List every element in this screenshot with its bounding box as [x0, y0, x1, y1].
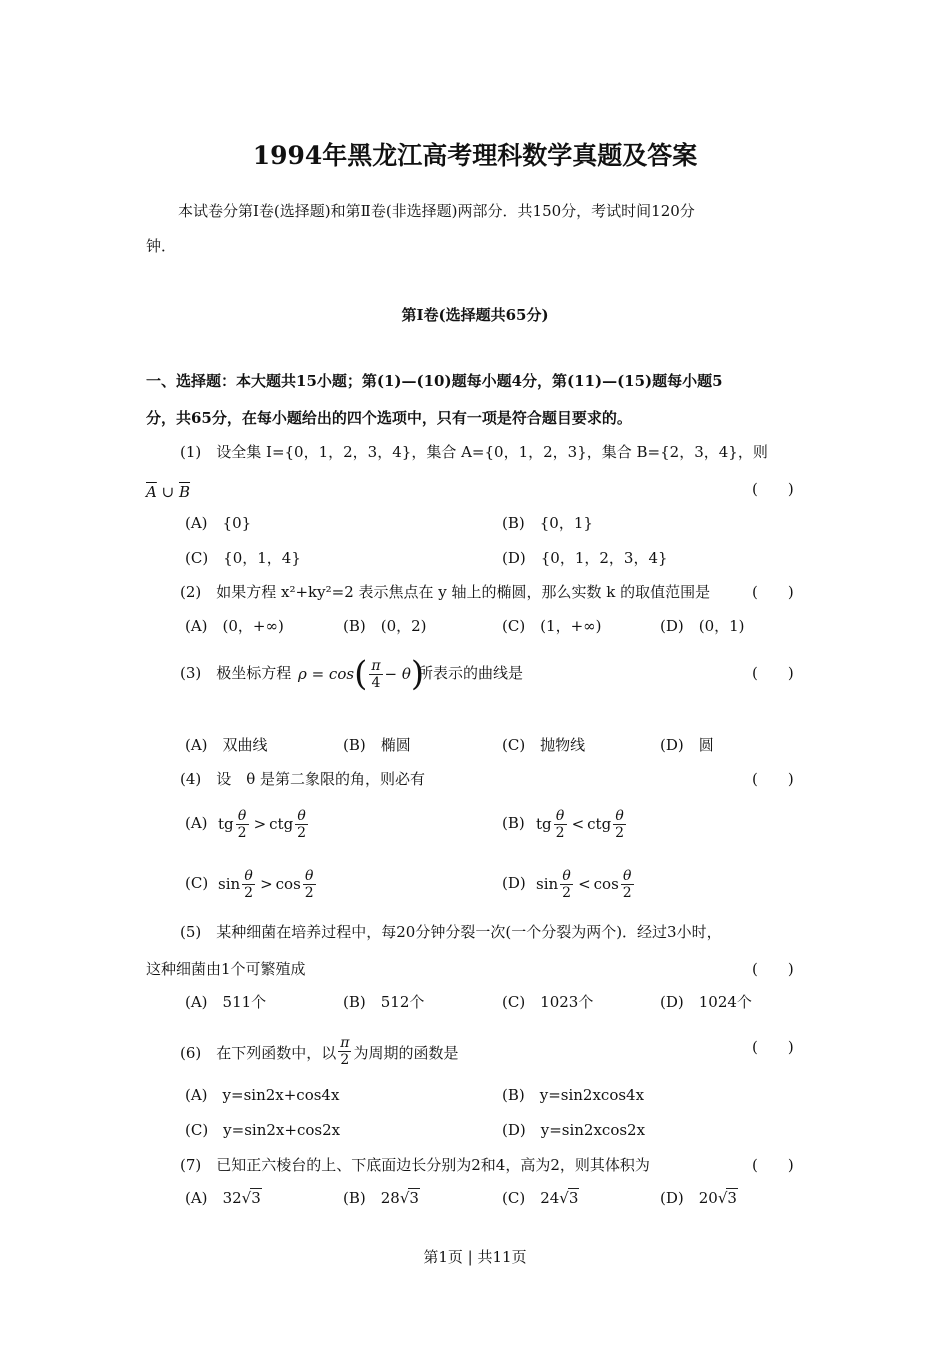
q4-c-frac1-num: θ	[244, 867, 253, 884]
q4-d-fn1: sin	[536, 875, 559, 893]
q7-answer-blank: ( )	[752, 1156, 794, 1174]
q3-pre: (3) 极坐标方程	[180, 664, 292, 682]
section-heading: 第Ⅰ卷(选择题共65分)	[401, 306, 549, 324]
q3-option-b: (B) 椭圆	[343, 736, 411, 754]
q4-a-frac2-num: θ	[297, 807, 306, 824]
q4-d-frac1-num: θ	[562, 867, 571, 884]
q4-b-frac1-num: θ	[555, 807, 565, 824]
q4-a-rel: >	[253, 815, 267, 833]
q4-d-frac1	[560, 868, 573, 901]
q4-option-a-label: (A)	[185, 814, 208, 832]
q4-d-rel: <	[578, 875, 591, 893]
q2-option-b: (B) (0，2)	[343, 617, 427, 635]
document-title: 1994年黑龙江高考理科数学真题及答案	[252, 141, 698, 170]
q4-a-fn2: ctg	[269, 815, 294, 833]
q7-b-coef: 28	[380, 1189, 400, 1207]
q4-a-frac2-den: 2	[297, 824, 307, 841]
q7-option-c	[502, 1188, 579, 1208]
q6-frac-denominator: 2	[338, 1051, 351, 1068]
q7-option-a	[185, 1188, 262, 1208]
q4-a-frac2	[295, 808, 308, 841]
q4-c-frac1-den: 2	[244, 884, 254, 901]
intro-line-2: 钟．	[146, 237, 177, 255]
q7-c-coef: 24	[540, 1189, 560, 1207]
q6-pre: (6) 在下列函数中，以	[180, 1043, 337, 1062]
q1-option-c: (C) {0，1，4}	[185, 549, 301, 567]
q4-c-frac1	[242, 868, 255, 901]
q3-option-c: (C) 抛物线	[502, 736, 586, 754]
q6-stem	[180, 1037, 458, 1068]
q4-a-frac1-den: 2	[237, 824, 247, 841]
q1-answer-blank: ( )	[752, 480, 794, 498]
q3-eq-left: ρ = cos	[298, 665, 355, 683]
q2-option-d: (D) (0，1)	[660, 617, 745, 635]
q6-option-b: (B) y=sin2xcos4x	[502, 1086, 645, 1104]
q4-c-frac2-den: 2	[304, 884, 314, 901]
q2-option-c: (C) (1，+∞)	[502, 617, 602, 635]
q6-option-a: (A) y=sin2x+cos4x	[185, 1086, 340, 1104]
q4-a-frac1-num: θ	[237, 807, 247, 824]
q4-option-b-label: (B)	[502, 814, 525, 832]
q3-left-paren: (	[354, 654, 368, 694]
q6-option-d: (D) y=sin2xcos2x	[502, 1121, 646, 1139]
q7-d-sqrt	[718, 1188, 738, 1208]
q5-option-c: (C) 1023个	[502, 993, 594, 1011]
q4-b-frac2-den: 2	[615, 824, 625, 841]
q4-d-frac2-den: 2	[622, 884, 632, 901]
q4-c-frac2-num: θ	[305, 867, 314, 884]
q1-option-b: (B) {0，1}	[502, 514, 593, 532]
q7-b-sqrt	[400, 1188, 420, 1208]
q4-stem: (4) 设 θ 是第二象限的角，则必有	[180, 770, 426, 788]
q4-option-d-expr	[536, 864, 636, 904]
q3-option-d: (D) 圆	[660, 736, 714, 754]
q4-option-a-expr	[218, 804, 310, 844]
q7-option-b	[343, 1188, 420, 1208]
q7-c-sqrt	[559, 1188, 579, 1208]
q7-a-coef: 32	[222, 1189, 242, 1207]
q7-option-d	[660, 1188, 738, 1208]
q4-b-frac1-den: 2	[555, 824, 565, 841]
q2-stem: (2) 如果方程 x²+ky²=2 表示焦点在 y 轴上的椭圆，那么实数 k 的取值范围是	[180, 583, 711, 601]
q7-stem: (7) 已知正六棱台的上、下底面边长分别为2和4，高为2，则其体积为	[180, 1156, 650, 1174]
q1-union-op: ∪	[161, 483, 175, 501]
q7-b-radicand: 3	[409, 1189, 419, 1207]
q7-d-radical: √	[717, 1189, 728, 1207]
q1-expression	[146, 482, 190, 502]
q7-c-label: (C)	[502, 1189, 526, 1207]
q7-a-radicand: 3	[251, 1189, 261, 1207]
q3-fraction	[369, 658, 382, 691]
q3-frac-numerator: π	[371, 657, 381, 674]
q3-right-paren: )	[410, 654, 425, 694]
q4-option-d-label: (D)	[502, 874, 526, 892]
q4-c-frac2	[303, 868, 316, 901]
intro-line-1: 本试卷分第Ⅰ卷(选择题)和第Ⅱ卷(非选择题)两部分．共150分，考试时间120分	[178, 202, 695, 220]
q7-d-radicand: 3	[727, 1189, 737, 1207]
q1-option-d: (D) {0，1，2，3，4}	[502, 549, 668, 567]
q7-a-radical: √	[241, 1189, 252, 1207]
q7-a-sqrt	[242, 1188, 262, 1208]
q4-answer-blank: ( )	[752, 770, 794, 788]
q6-fraction	[338, 1035, 351, 1068]
q1-stem: (1) 设全集 I={0，1，2，3，4}，集合 A={0，1，2，3}，集合 B={2，3，4}，则	[180, 443, 768, 461]
q5-stem-line-1: (5) 某种细菌在培养过程中，每20分钟分裂一次(一个分裂为两个)．经过3小时，	[180, 923, 722, 941]
q5-option-a: (A) 511个	[185, 993, 267, 1011]
q1-complement-b: $\overline{B}$	[178, 483, 191, 501]
q7-b-radical: √	[399, 1189, 410, 1207]
q7-c-radicand: 3	[568, 1189, 579, 1207]
q5-option-b: (B) 512个	[343, 993, 425, 1011]
q4-b-frac2	[613, 808, 626, 841]
q4-c-fn1: sin	[218, 875, 241, 893]
q6-frac-numerator: π	[340, 1035, 350, 1051]
q4-d-frac2	[621, 868, 634, 901]
q4-d-frac1-den: 2	[562, 884, 572, 901]
q7-d-label: (D)	[660, 1189, 684, 1207]
q2-option-a: (A) (0，+∞)	[185, 617, 284, 635]
q5-answer-blank: ( )	[752, 960, 794, 978]
page-footer: 第1页 | 共11页	[423, 1248, 527, 1266]
q4-b-frac1	[554, 808, 567, 841]
q3-post: 所表示的曲线是	[418, 664, 524, 682]
q4-b-fn1: tg	[536, 815, 552, 833]
q1-complement-a: $\overline{A}$	[146, 483, 157, 501]
q4-b-fn2: ctg	[587, 815, 612, 833]
q1-option-a: (A) {0}	[185, 514, 252, 532]
q3-minus-theta: − θ	[384, 665, 411, 683]
part-heading-line-1: 一、选择题：本大题共15小题；第(1)—(10)题每小题4分，第(11)—(15)题每小题5	[146, 372, 723, 390]
q7-a-label: (A)	[185, 1189, 208, 1207]
part-heading-line-2: 分，共65分，在每小题给出的四个选项中，只有一项是符合题目要求的。	[146, 409, 632, 427]
q4-a-fn1: tg	[218, 815, 234, 833]
q4-d-fn2: cos	[593, 875, 619, 893]
q3-option-a: (A) 双曲线	[185, 736, 268, 754]
q4-option-c-label: (C)	[185, 874, 209, 892]
q4-d-frac2-num: θ	[623, 867, 632, 884]
q6-post: 为周期的函数是	[353, 1043, 459, 1062]
q3-frac-denominator: 4	[369, 674, 382, 691]
q2-answer-blank: ( )	[752, 583, 794, 601]
q7-c-radical: √	[559, 1189, 569, 1207]
q7-d-coef: 20	[698, 1189, 718, 1207]
q5-option-d: (D) 1024个	[660, 993, 752, 1011]
q4-c-rel: >	[260, 875, 273, 893]
q6-option-c: (C) y=sin2x+cos2x	[185, 1121, 341, 1139]
q3-equation	[298, 648, 424, 700]
q6-answer-blank: ( )	[752, 1038, 794, 1056]
q4-option-c-expr	[218, 864, 318, 904]
q4-b-frac2-num: θ	[615, 807, 624, 824]
q5-stem-line-2: 这种细菌由1个可繁殖成	[146, 960, 306, 978]
q4-a-frac1	[236, 808, 249, 841]
q7-b-label: (B)	[343, 1189, 366, 1207]
q4-option-b-expr	[536, 804, 628, 844]
q3-answer-blank: ( )	[752, 664, 794, 682]
q4-b-rel: <	[571, 815, 585, 833]
q4-c-fn2: cos	[275, 875, 301, 893]
